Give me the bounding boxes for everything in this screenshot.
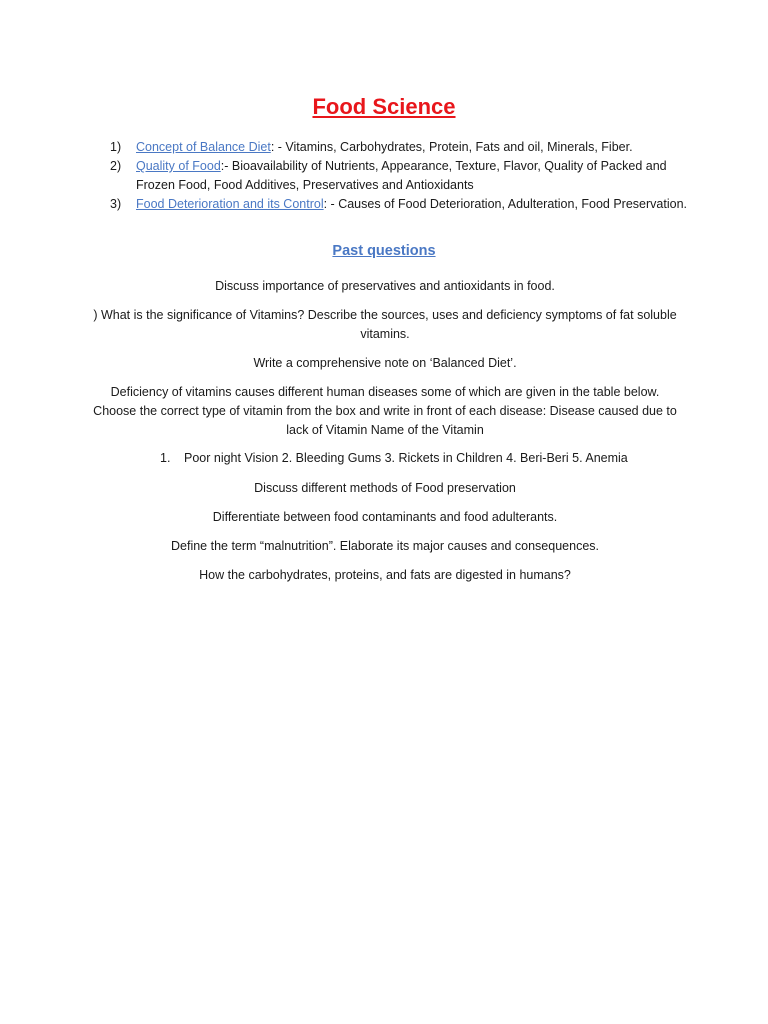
past-questions-heading: Past questions (332, 243, 436, 259)
topic-description: : - Vitamins, Carbohydrates, Protein, Fats and oil, Minerals, Fiber. (270, 140, 633, 154)
question-7: Differentiate between food contaminants and food adulterants. (212, 510, 558, 524)
question-2: ) What is the significance of Vitamins? Describe the sources, uses and deficiency symptoms of fat soluble vitamins. (93, 308, 677, 341)
topic-link-food-deterioration[interactable]: Food Deterioration and its Control (136, 197, 324, 211)
topic-item (110, 195, 690, 214)
topic-item (110, 157, 690, 195)
topic-list (110, 138, 690, 214)
topic-description: :- Bioavailability of Nutrients, Appearance, Texture, Flavor, Quality of Packed and Frozen Food, Food Additives, Preservatives and Antioxidants (136, 159, 667, 192)
topic-link-quality-of-food[interactable]: Quality of Food (136, 159, 221, 173)
question-3: Write a comprehensive note on ‘Balanced Diet’. (253, 356, 517, 370)
topic-number: 3) (110, 197, 122, 211)
question-1: Discuss importance of preservatives and antioxidants in food. (215, 279, 555, 293)
topic-item (110, 138, 690, 157)
question-4: Deficiency of vitamins causes different human diseases some of which are given in the table below. Choose the correct type of vitamin from the box and write in front of each disease: Disease caused due to lack of Vitamin Name of the Vitamin (93, 385, 677, 437)
question-9: How the carbohydrates, proteins, and fats are digested in humans? (199, 568, 571, 582)
page-title: Food Science (312, 94, 456, 119)
question-5-text: Poor night Vision 2. Bleeding Gums 3. Rickets in Children 4. Beri-Beri 5. Anemia (184, 451, 628, 465)
question-6: Discuss different methods of Food preservation (254, 481, 516, 495)
topic-description: : - Causes of Food Deterioration, Adulteration, Food Preservation. (323, 197, 687, 211)
topic-number: 1) (110, 140, 122, 154)
question-5 (160, 449, 660, 468)
topic-link-balance-diet[interactable]: Concept of Balance Diet (136, 140, 271, 154)
topic-number: 2) (110, 159, 122, 173)
question-8: Define the term “malnutrition”. Elaborate its major causes and consequences. (171, 539, 599, 553)
question-5-number: 1. (160, 451, 171, 465)
